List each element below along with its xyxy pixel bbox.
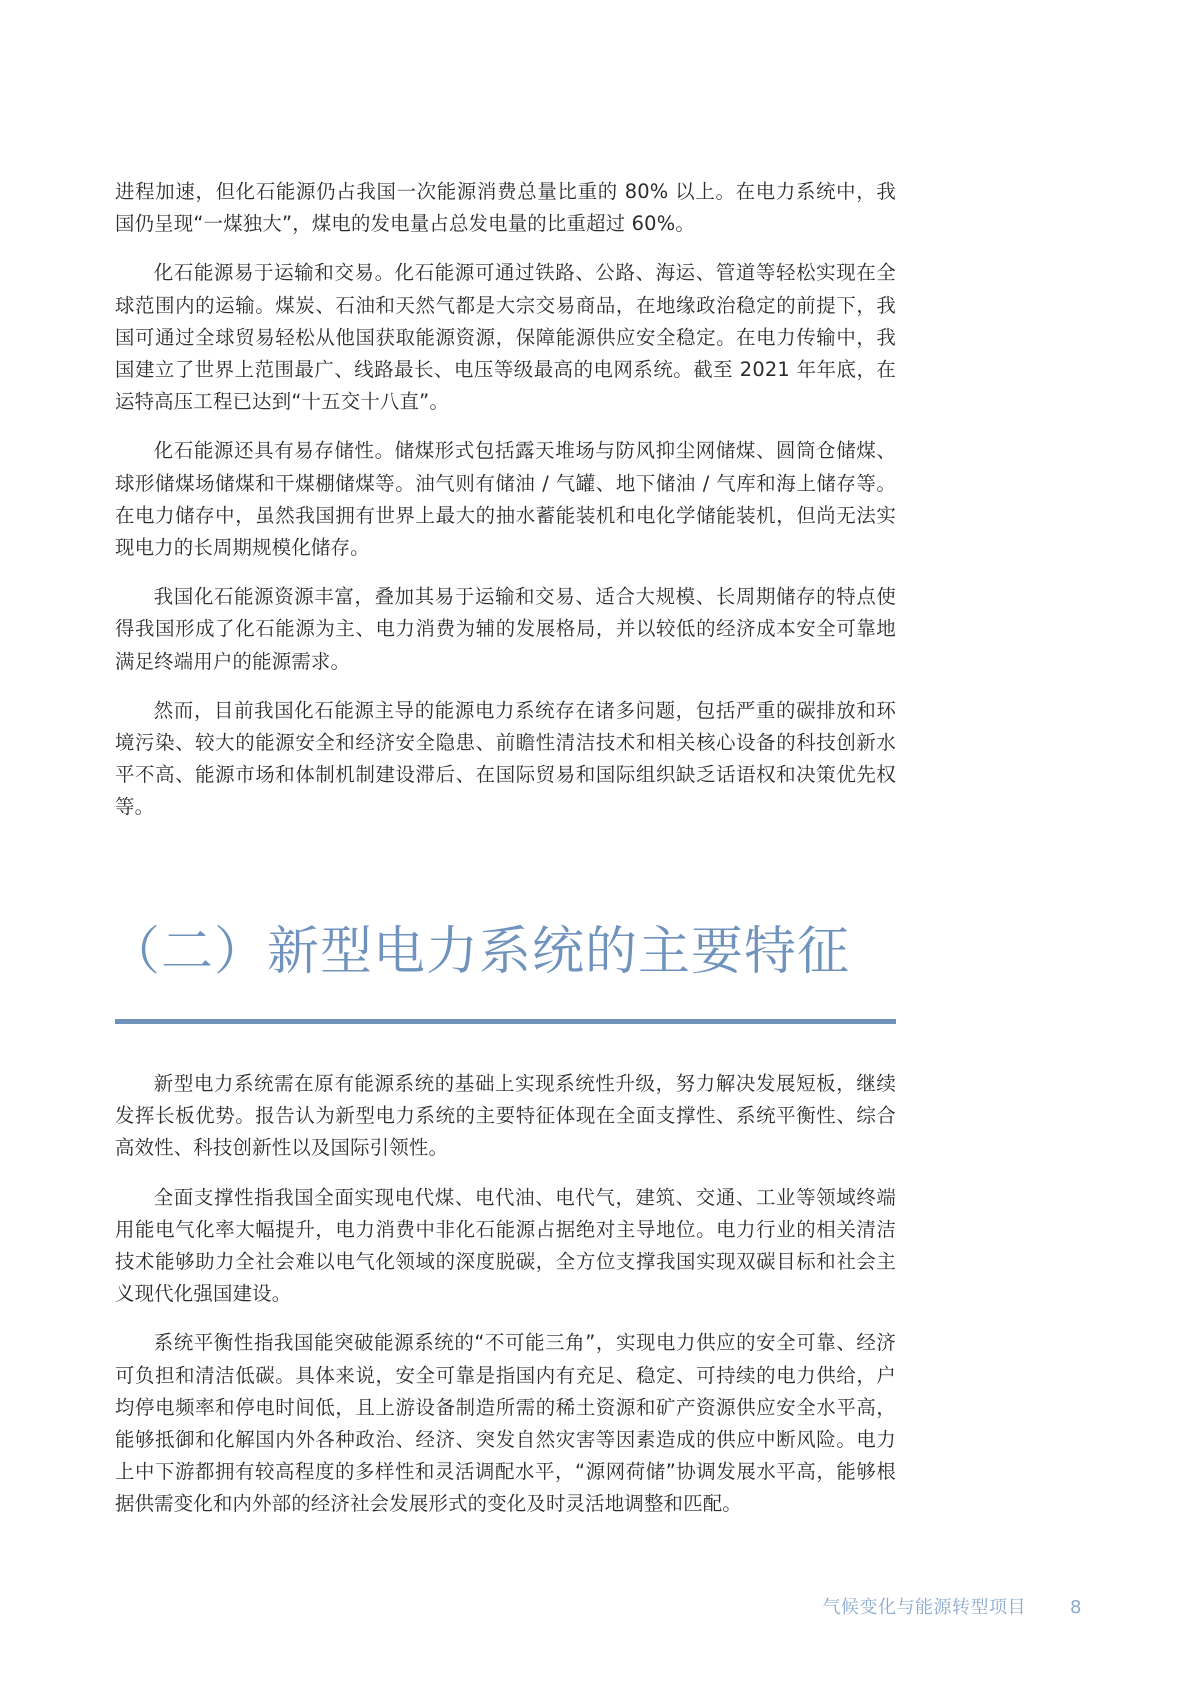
top-text-block (115, 176, 896, 824)
paragraph-comprehensive-support: 全面支撑性指我国全面实现电代煤、电代油、电代气，建筑、交通、工业等领域终端用能电气化率大幅提升，电力消费中非化石能源占据绝对主导地位。电力行业的相关清洁技术能够助力全社会难以电气化领域的深度脱碳，全方位支撑我国实现双碳目标和社会主义现代化强国建设。 (115, 1185, 896, 1306)
paragraph-problems: 然而，目前我国化石能源主导的能源电力系统存在诸多问题，包括严重的碳排放和环境污染、较大的能源安全和经济安全隐患、前瞻性清洁技术和相关核心设备的科技创新水平不高、能源市场和体制机制建设滞后、在国际贸易和国际组织缺乏话语权和决策优先权等。 (115, 698, 896, 819)
page-number: 8 (1070, 1597, 1082, 1618)
section-divider (115, 1019, 896, 1024)
paragraph-resources: 我国化石能源资源丰富，叠加其易于运输和交易、适合大规模、长周期储存的特点使得我国形成了化石能源为主、电力消费为辅的发展格局，并以较低的经济成本安全可靠地满足终端用户的能源需求。 (115, 585, 896, 673)
section-heading: （二）新型电力系统的主要特征 (108, 922, 851, 982)
paragraph-continuation: 进程加速，但化石能源仍占我国一次能源消费总量比重的 80% 以上。在电力系统中，我国仍呈现“一煤独大”，煤电的发电量占总发电量的比重超过 60%。 (115, 180, 896, 236)
bottom-text-block (115, 1068, 896, 1521)
footer-project-title: 气候变化与能源转型项目 (822, 1597, 1026, 1618)
paragraph-transport-trade: 化石能源易于运输和交易。化石能源可通过铁路、公路、海运、管道等轻松实现在全球范围内的运输。煤炭、石油和天然气都是大宗交易商品，在地缘政治稳定的前提下，我国可通过全球贸易轻松从他国获取能源资源，保障能源供应安全稳定。在电力传输中，我国建立了世界上范围最广、线路最长、电压等级最高的电网系统。截至 2021 年年底，在运特高压工程已达到“十五交十八直”。 (115, 261, 896, 414)
page-footer (0, 1594, 1191, 1622)
paragraph-intro-features: 新型电力系统需在原有能源系统的基础上实现系统性升级，努力解决发展短板，继续发挥长板优势。报告认为新型电力系统的主要特征体现在全面支撑性、系统平衡性、综合高效性、科技创新性以及国际引领性。 (115, 1072, 896, 1160)
paragraph-storage: 化石能源还具有易存储性。储煤形式包括露天堆场与防风抑尘网储煤、圆筒仓储煤、球形储煤场储煤和干煤棚储煤等。油气则有储油 / 气罐、地下储油 / 气库和海上储存等。在电力储存中，虽然我国拥有世界上最大的抽水蓄能装机和电化学储能装机，但尚无法实现电力的长周期规模化储存。 (115, 439, 896, 560)
paragraph-system-balance: 系统平衡性指我国能突破能源系统的“不可能三角”，实现电力供应的安全可靠、经济可负担和清洁低碳。具体来说，安全可靠是指国内有充足、稳定、可持续的电力供给，户均停电频率和停电时间低，且上游设备制造所需的稀土资源和矿产资源供应安全水平高，能够抵御和化解国内外各种政治、经济、突发自然灾害等因素造成的供应中断风险。电力上中下游都拥有较高程度的多样性和灵活调配水平，“源网荷储”协调发展水平高，能够根据供需变化和内外部的经济社会发展形式的变化及时灵活地调整和匹配。 (115, 1331, 896, 1516)
